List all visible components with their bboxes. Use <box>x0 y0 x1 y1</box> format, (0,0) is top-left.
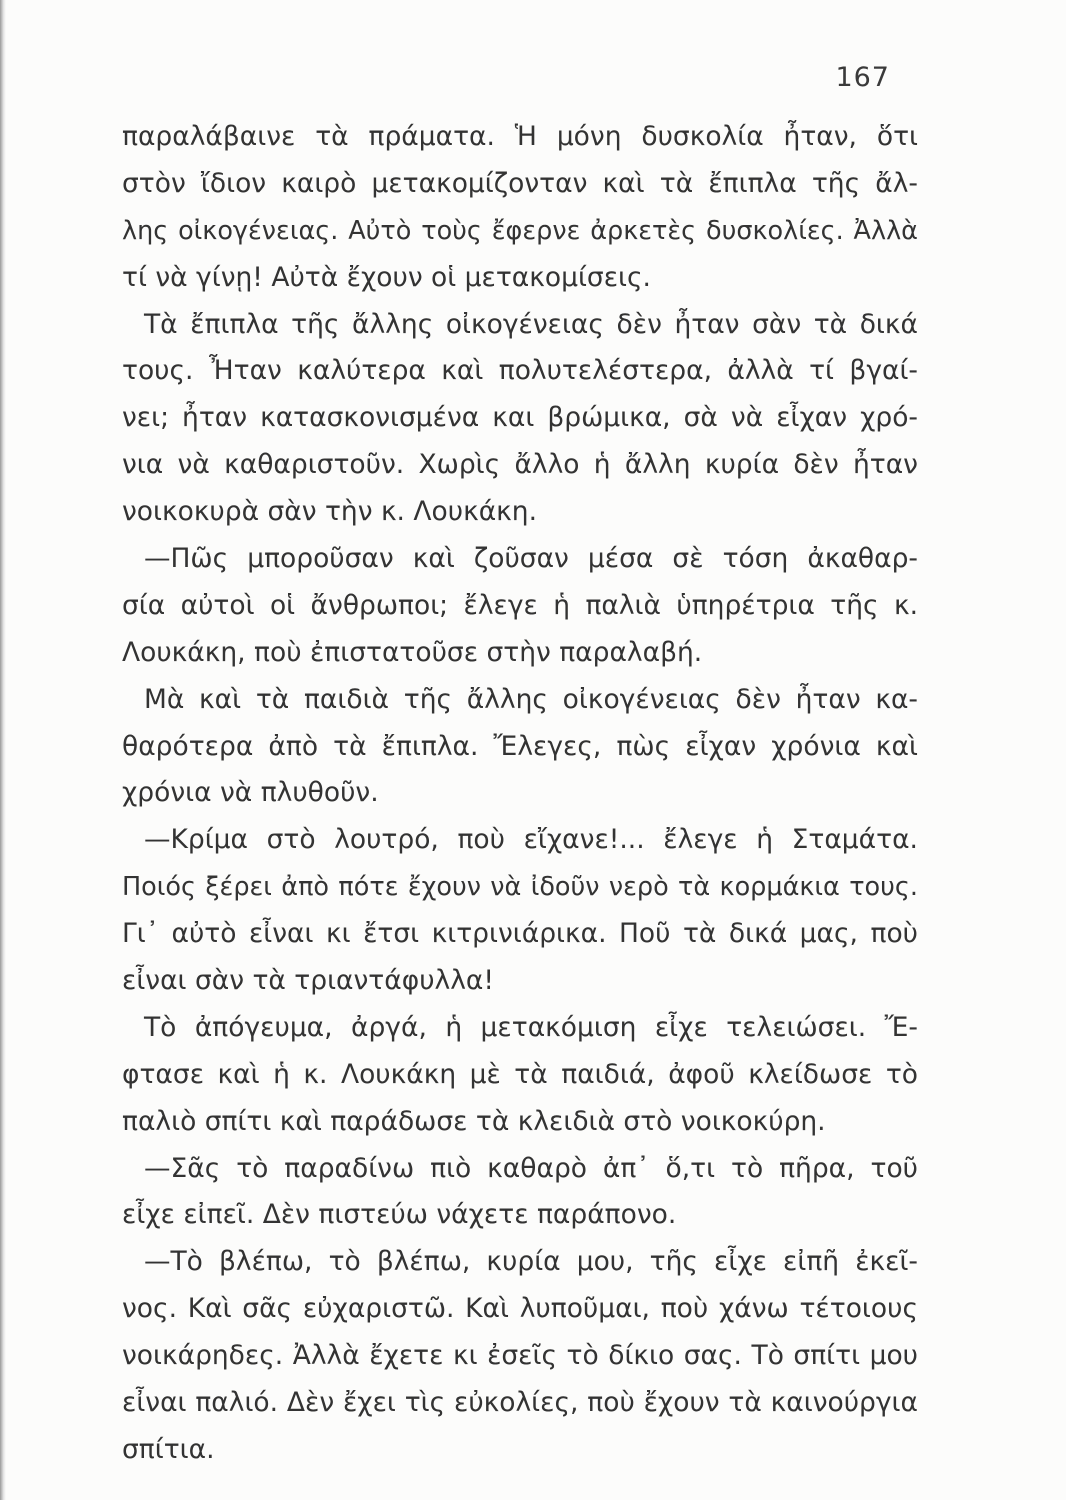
body-text <box>122 114 918 1474</box>
text-line: Τὰ ἔπιπλα τῆς ἄλλης οἰκογένειας δὲν ἦταν σὰν τὰ δικά <box>144 308 918 340</box>
text-line: —Τὸ βλέπω, τὸ βλέπω, κυρία μου, τῆς εἶχε εἰπῆ ἐκεῖ- <box>144 1246 918 1278</box>
text-line: Λουκάκη, ποὺ ἐπιστατοῦσε στὴν παραλαβή. <box>122 636 703 668</box>
text-line: Ποιός ξέρει ἀπὸ πότε ἔχουν νὰ ἰδοῦν νερὸ τὰ κορμάκια τους. <box>122 872 918 903</box>
text-line: χρόνια νὰ πλυθοῦν. <box>122 777 379 809</box>
text-line: τους. Ἦταν καλύτερα καὶ πολυτελέστερα, ἀλλὰ τί βγαί- <box>122 355 918 387</box>
text-line: εἶναι σὰν τὰ τριαντάφυλλα! <box>122 965 494 997</box>
page-number: 167 <box>835 62 890 93</box>
text-line: Τὸ ἀπόγευμα, ἀργά, ἡ μετακόμιση εἶχε τελειώσει. Ἔ- <box>144 1011 918 1043</box>
text-line: Μὰ καὶ τὰ παιδιὰ τῆς ἄλλης οἰκογένειας δὲν ἦταν κα- <box>144 683 918 715</box>
text-line: νια νὰ καθαριστοῦν. Χωρὶς ἄλλο ἡ ἄλλη κυρία δὲν ἦταν <box>122 449 918 481</box>
text-line: —Πῶς μποροῦσαν καὶ ζοῦσαν μέσα σὲ τόση ἀκαθαρ- <box>144 543 918 575</box>
text-line: λης οἰκογένειας. Αὐτὸ τοὺς ἔφερνε ἀρκετὲς δυσκολίες. Ἀλλὰ <box>122 215 918 246</box>
text-line: νει; ἦταν κατασκονισμένα και βρώμικα, σὰ νὰ εἶχαν χρό- <box>122 402 918 434</box>
text-line: στὸν ἴδιον καιρὸ μετακομίζονταν καὶ τὰ ἔπιπλα τῆς ἄλ- <box>122 167 918 199</box>
text-line: θαρότερα ἀπὸ τὰ ἔπιπλα. Ἔλεγες, πὼς εἶχαν χρόνια καὶ <box>122 730 918 762</box>
text-line: εἶναι παλιό. Δὲν ἔχει τὶς εὐκολίες, ποὺ ἔχουν τὰ καινούργια <box>122 1387 918 1419</box>
text-line: Γι᾿ αὐτὸ εἶναι κι ἔτσι κιτρινιάρικα. Πoῦ τὰ δικά μας, ποὺ <box>122 918 918 950</box>
text-line: νοικάρηδες. Ἀλλὰ ἔχετε κι ἐσεῖς τὸ δίκιο σας. Τὸ σπίτι μου <box>122 1340 918 1372</box>
text-line: φτασε καὶ ἡ κ. Λουκάκη μὲ τὰ παιδιά, ἀφοῦ κλείδωσε τὸ <box>122 1058 918 1090</box>
text-line: νοικοκυρὰ σὰν τὴν κ. Λουκάκη. <box>122 496 538 528</box>
text-line: —Κρίμα στὸ λουτρό, ποὺ εἴχανε!... ἔλεγε ἡ Σταμάτα. <box>144 824 918 856</box>
text-line: σία αὐτοὶ οἱ ἄνθρωποι; ἔλεγε ἡ παλιὰ ὑπηρέτρια τῆς κ. <box>122 589 918 621</box>
text-line: νος. Καὶ σᾶς εὐχαριστῶ. Καὶ λυποῦμαι, ποὺ χάνω τέτοιους <box>122 1293 918 1325</box>
text-line: παραλάβαινε τὰ πράματα. Ἡ μόνη δυσκολία ἦταν, ὅτι <box>122 121 918 152</box>
text-line: τί νὰ γίνῃ! Αὐτὰ ἔχουν οἱ μετακομίσεις. <box>122 261 651 293</box>
text-line: παλιὸ σπίτι καὶ παράδωσε τὰ κλειδιὰ στὸ νοικοκύρη. <box>122 1105 826 1137</box>
text-line: σπίτια. <box>122 1433 215 1465</box>
page-binding-edge <box>0 0 6 1500</box>
text-line: εἶχε εἰπεῖ. Δὲν πιστεύω νάχετε παράπονο. <box>122 1199 677 1231</box>
text-line: —Σᾶς τὸ παραδίνω πιὸ καθαρὸ ἀπ᾿ ὅ,τι τὸ πῆρα, τοῦ <box>144 1152 918 1184</box>
